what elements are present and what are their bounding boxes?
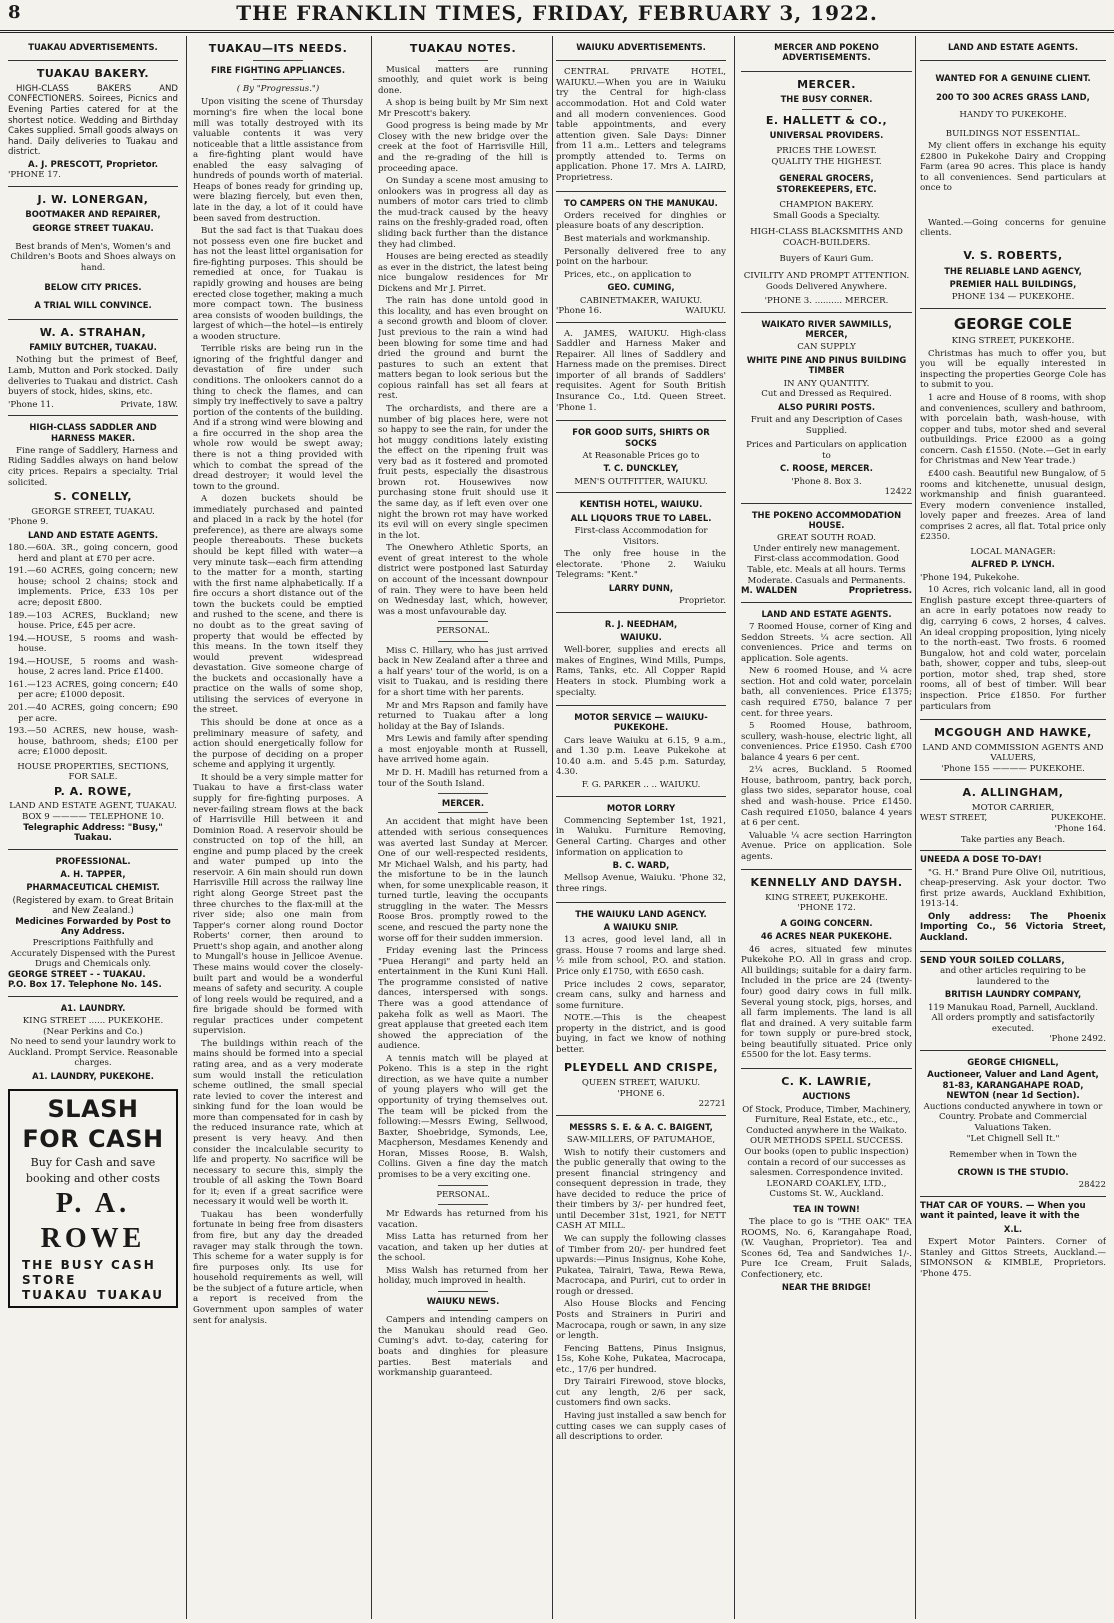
list-item: 191.—60 ACRES, going concern; new house; school 2 chains; stock and implements. Price, £33 10s per acre; deposit £800. <box>8 566 178 608</box>
ad-waiuku-land-agency: THE WAIUKU LAND AGENCY. A WAIUKU SNIP. 13 acres, good level land, all in grass. House 7 rooms and large shed. ½ mile from school, P.O. and station. Price only £1750, with £650 cash. Price includes 2 cows, separator, cream cans, sulky and harness and some furniture. NOTE.—This is the cheapest property in the district, and is good buying, in fact we know of nothing better. PLEYDELL AND CRISPE, QUEEN STREET, WAIUKU. 'PHONE 6. 22721 <box>556 903 726 1116</box>
ad-kennelly: KENNELLY AND DAYSH. KING STREET, PUKEKOHE. 'PHONE 172. A GOING CONCERN. 46 ACRES NEAR PUKEKOHE. 46 acres, situated few minutes Pukekohe P.O. All in grass and crop. All buildings; suitable for a dairy farm. Included in the price are 24 (twenty-four) good dairy cows in full milk. Several young stock, pigs, horses, and all farm implements. The land is all flat and drained. A very suitable farm for town supply or pure-bred stock, being beautifully situated. Price only £5500 for the lot. Easy terms. <box>741 870 912 1068</box>
list-item: 193.—50 ACRES, new house, wash-house, bathroom, sheds; £100 per acre; £1000 deposit. <box>8 726 178 758</box>
paragraph: The buildings within reach of the mains should be formed into a special rating area, and as a very moderate sum would install the reticulation scheme outlined, the small special rate levied to cover the interest and sinking fund for the loan would be more than compensated for in cash by the reduced insurance rate, which at present is very heavy. And then consider the incalculable security to life and property. No sacrifice will be necessary to secure this, simply the trouble of all asking the Town Board for it; even if a great sacrifice were necessary it would well be worth it. <box>193 1038 363 1208</box>
ad-roberts: WANTED FOR A GENUINE CLIENT. 200 TO 300 ACRES GRASS LAND, HANDY TO PUKEKOHE. BUILDINGS NOT ESSENTIAL. My client offers in exchange his equity £2800 in Pukekohe Dairy and Cropping Farm (area 90 acres. This place is handy to all conveniences. Send particulars at once to Wanted.—Going concerns for genuine clients. V. S. ROBERTS, THE RELIABLE LAND AGENCY, PREMIER HALL BUILDINGS, PHONE 134 — PUKEKOHE. <box>920 61 1106 308</box>
ad-pokeno-house: THE POKENO ACCOMMODATION HOUSE. GREAT SOUTH ROAD. Under entirely new management. First-class accommodation. Good Table, etc. Meals at all hours. Terms Moderate. Casuals and Permanents. M. WALDEN Proprietress. <box>741 504 912 603</box>
ad-xl-painters: THAT CAR OF YOURS. — When you want it painted, leave it with the X.L. Expert Motor Painters. Corner of Stanley and Gittos Streets, Auckland.—SIMONSON & KIMBLE, Proprietors. 'Phone 475. <box>920 1200 1106 1279</box>
ad-james: A. JAMES, WAIUKU. High-class Saddler and Harness Maker and Repairer. All lines of Saddlery and Harness made on the premises. Direct importer of all brands of Saddlers' requisites. Agent for South British Insurance Co., Ltd. Queen Street. 'Phone 1. <box>556 323 726 422</box>
page-number: 8 <box>8 2 21 23</box>
paragraph: Tuakau has been wonderfully fortunate in being free from disasters from fire, but any day the dreaded ravager may stalk through the town. This scheme for a water supply is for fire purposes only. Its use for household requirements as well, will be the subject of a future article, when a report is received from the Government upon samples of water sent for analysis. <box>193 1209 363 1326</box>
ad-sawmills: WAIKATO RIVER SAWMILLS, MERCER, CAN SUPPLY WHITE PINE AND PINUS BUILDING TIMBER IN ANY QUANTITY. Cut and Dressed as Required. ALSO PURIRI POSTS. Fruit and any Description of Cases Supplied. Prices and Particulars on application to C. ROOSE, MERCER. 'Phone 8. Box 3. 12422 <box>741 313 912 504</box>
column-tuakau-notes: TUAKAU NOTES. Musical matters are running smoothly, and quiet work is being done. A shop is being built by Mr Sim next Mr Prescott's bakery. Good progress is being made by Mr Closey with the new bridge over the creek at the foot of Harrisville Hill, and the re-grading of the hill is proceeding apace. On Sunday a scene most amusing to onlookers was in progress all day as numbers of motor cars tried to climb the mud-track caused by the heavy rains on the freshly-graded road, often sliding back further than the distance they had climbed. Houses are being erected as steadily as ever in the district, the latest being nice bungalow residences for Mr Dickens and Mr J. Pirret. The rain has done untold good in this locality, and has even brought on a second growth and bloom of clover. Just previous to the rain a wind had been blowing for some time and had dried the ground and burnt the pastures to such an extent that matters began to look serious but the copious rainfall has set all fears at rest. The orchardists, and there are a number of big places here, were not so happy to see the rain, for under the hot muggy conditions lately existing the effect on the ripening fruit was very bad as it fostered and promoted fruit pests, especially the disastrous brown rot. Housewives now purchasing stone fruit should use it the same day, as if left even over one night the brown rot may have worked its evil will on every single specimen in the lot. The Onewhero Athletic Sports, an event of great interest to the whole district were postponed last Saturday on account of the incessant downpour of rain. They were to have been held on Wednesday last, which, however, was a most unfavourable day. PERSONAL. Miss C. Hillary, who has just arrived back in New Zealand after a three and a half years' tour of the world, is on a visit to Tuakau, and is residing there for a short time with her parents. Mr and Mrs Rapson and family have returned to Tuakau after a long holiday at the Bay of Islands. Mrs Lewis and family after spending a most enjoyable month at Russell, have arrived home again. Mr D. H. Madill has returned from a tour of the South Island. MERCER. An accident that might have been attended with serious consequences was averted last Sunday at Mercer. One of our well-respected residents, Mr Michael Walsh, and his party, had the misfortune to be in the launch when, for some unexplicable reason, it turned turtle, leaving the occupants struggling in the water. The Messrs Roose Bros. promptly rowed to the scene, and rescued the party none the worse off for their sudden immersion. Friday evening last the Princess "Puea Herangi" and party held an entertainment in the Kuni Kuni Hall. The programme consisted of native dances, interspersed with songs. There was a good attendance of pakeha folk as well as Maori. The great applause that greeted each item showed the appreciation of the audience. A tennis match will be played at Pokeno. This is a step in the right direction, as we have quite a number of young players who will get the opportunity of trying themselves out. The team will be picked from the following:—Messrs Ewing, Sellwood, Baxter, Shoebridge, Symonds, Lee, Macpherson, Mesdames Kenendy and Horan, Misses Roose, B. Walsh, Collins. Given a fine day the match promises to be a very exciting one. PERSONAL. Mr Edwards has returned from his vacation. Miss Latta has returned from her vacation, and taken up her duties at the school. Miss Walsh has returned from her holiday, much improved in health. WAIUKU NEWS. Campers and intending campers on the Manukau should read Geo. Cuming's advt. to-day, catering for boats and dinghies for pleasure parties. Best materials and workmanship guaranteed. <box>378 42 548 1379</box>
paragraph: A dozen buckets should be immediately purchased and painted and placed in a rack by the hotel (for preference), as there are always some people thereabouts. These buckets should be kept filled with water—a very minute task—each firm attending to the matter for a month, starting with the first name alphabetically. If a fire occurs a short distance out of the town the buckets could be emptied and rushed to the scene, and there is no doubt as to the great saving of property that would be effected by this means. In the town itself they would prevent widespread devastation. Give someone charge of the buckets and occasionally have a practice on the walls of some shop, utilising the services of everyone in the street. <box>193 494 363 716</box>
ad-dunckley: FOR GOOD SUITS, SHIRTS OR SOCKS At Reasonable Prices go to T. C. DUNCKLEY, MEN'S OUTFITTER, WAIUKU. <box>556 421 726 493</box>
ad-mcgough: MCGOUGH AND HAWKE, LAND AND COMMISSION AGENTS AND VALUERS, 'Phone 155 ———— PUKEKOHE. <box>920 720 1106 780</box>
ad-british-laundry: SEND YOUR SOILED COLLARS, and other articles requiring to be laundered to the BRITISH LAUNDRY COMPANY, 119 Manukau Road, Parnell, Auckland. All orders promptly and satisfactorily executed. 'Phone 2492. <box>920 952 1106 1051</box>
column-tuakau-ads <box>8 36 178 1619</box>
article-title: TUAKAU—ITS NEEDS. <box>208 42 348 55</box>
column-waiuku-ads: WAIUKU ADVERTISEMENTS. CENTRAL PRIVATE HOTEL, WAIUKU.—When you are in Waiuku try the Central for high-class accommodation. Hot and Cold water and all modern conveniences. Good table appointments, and every attention given. Sale Days: Dinner from 11 a.m.. Letters and telegrams promptly attended to. Terms on application. Phone 17. Mrs A. LAIRD, Proprietress. TO CAMPERS ON THE MANUKAU. Orders received for dinghies or pleasure boats of any description. Best materials and workmanship. Personally delivered free to any point on the harbour. Prices, etc., on application to GEO. CUMING, CABINETMAKER, WAIUKU. 'Phone 16. WAIUKU. A. JAMES, WAIUKU. High-class Saddler and Harness Maker and Repairer. All lines of Saddlery and Harness made on the premises. Direct importer of all brands of Saddlers' requisites. Agent for South British Insurance Co., Ltd. Queen Street. 'Phone 1. FOR GOOD SUITS, SHIRTS OR SOCKS At Reasonable Prices go to T. C. DUNCKLEY, MEN'S OUTFITTER, WAIUKU. KENTISH HOTEL, WAIUKU. ALL LIQUORS TRUE TO LABEL. First-class Accommodation for Visitors. The only free house in the electorate. 'Phone 2. Waiuku Telegrams: "Kent." LARRY DUNN, Proprietor. R. J. NEEDHAM, WAIUKU. Well-borer, supplies and erects all makes of Engines, Wind Mills, Pumps, Rams, Tanks, etc. All Copper Rapid Heaters in stock. Plumbing work a specialty. MOTOR SERVICE — WAIUKU-PUKEKOHE. Cars leave Waiuku at 6.15, 9 a.m., and 1.30 p.m. Leave Pukekohe at 10.40 a.m. and 5.45 p.m. Saturday, 4.30. F. G. PARKER .. .. WAIUKU. MOTOR LORRY Commencing September 1st, 1921, in Waiuku. Furniture Removing, General Carting. Charges and other information on application to B. C. WARD, Mellsop Avenue, Waiuku. 'Phone 32, three rings. THE WAIUKU LAND AGENCY. A WAIUKU SNIP. 13 acres, good level land, all in grass. House 7 rooms and large shed. ½ mile from school, P.O. and station. Price only £1750, with £650 cash. Price includes 2 cows, separator, cream cans, sulky and harness and some furniture. NOTE.—This is the cheapest property in the district, and is good buying, in fact we know of nothing better. PLEYDELL AND CRISPE, QUEEN STREET, WAIUKU. 'PHONE 6. 22721 MESSRS S. E. & A. C. BAIGENT, SAW-MILLERS, OF PATUMAHOE, Wish to notify their customers and the public generally that owing to the present financial stringency and consequent depression in trade, they have decided to reduce the price of their timbers by 3/- per hundred feet, until December 31st, 1921, for NETT CASH AT MILL. We can supply the following classes of Timber from 20/- per hundred feet upwards:—Pinus Insignus, Kohe Kohe, Pukatea, Tairairi, Tawa, Rewa Rewa, Macrocapa, and Puriri, cut to order in rough or dressed. Also House Blocks and Fencing Posts and Strainers in Puriri and Macrocapa, rough or sawn, in any size or length. Fencing Battens, Pinus Insignus, 15s, Kohe Kohe, Pukatea, Macrocapa, etc., 17/6 per hundred. Dry Tairairi Firewood, stove blocks, cut any length, 2/6 per sack, customers find own sacks. Having just installed a saw bench for cutting cases we can supply cases of all descriptions to order. <box>556 36 726 1619</box>
paragraph: This should be done at once as a preliminary measure of safety, and action should energetically follow for the purpose of deciding on a proper scheme and applying it urgently. <box>193 718 363 771</box>
paragraph: Upon visiting the scene of Thursday morning's fire when the local bone mill was totally destroyed with its valuable contents it was very noticeable that a little assistance from a fire-fighting plant would have enabled the easy salvaging of hundreds of pounds worth of material. Heaps of bones ready for grinding up, were blazing fiercely, but even then, late in the day, a lot of it could have been saved from destruction. <box>193 97 363 224</box>
ad-a1-laundry: A1. LAUNDRY. KING STREET ...... PUKEKOHE. (Near Perkins and Co.) No need to send your laundry work to Auckland. Prompt Service. Reasonable charges. A1. LAUNDRY, PUKEKOHE. SLASH FOR CASH Buy for Cash and save booking and other costs P. A. ROWE THE BUSY CASH STORE TUAKAU TUAKAU <box>8 997 178 1314</box>
newspaper-title: THE FRANKLIN TIMES, FRIDAY, FEBRUARY 3, 1922. <box>236 1 878 25</box>
paragraph: But the sad fact is that Tuakau does not possess even one fire bucket and has not the least littel organisation for fire-fighting purposes. This should be remedied at once, for Tuakau is rapidly growing and houses are being erected close together, making a much more compact town. The business area consists of wooden buildings, the largest of which—the hotel—is entirely a wooden structure. <box>193 226 363 342</box>
ad-tapper: PROFESSIONAL. A. H. TAPPER, PHARMACEUTICAL CHEMIST. (Registered by exam. to Great Britain and New Zealand.) Medicines Forwarded by Post to Any Address. Prescriptions Faithfully and Accurately Dispensed with the Purest Drugs and Chemicals only. GEORGE STREET - - TUAKAU. P.O. Box 17. Telephone No. 14S. <box>8 850 178 997</box>
list-item: 180.—60A. 3R., going concern, good herd and plant at £70 per acre. <box>8 543 178 564</box>
ad-strahan: W. A. STRAHAN, FAMILY BUTCHER, TUAKAU. Nothing but the primest of Beef, Lamb, Mutton and Pork stocked. Daily deliveries to Tuakau and district. Cash buyers of stock, hides, skins, etc. 'Phone 11. Private, 18W. <box>8 320 178 417</box>
ad-central-hotel: CENTRAL PRIVATE HOTEL, WAIUKU.—When you are in Waiuku try the Central for high-class accommodation. Hot and Cold water and all modern conveniences. Good table appointments, and every attention given. Sale Days: Dinner from 11 a.m.. Letters and telegrams promptly attended to. Terms on application. Phone 17. Mrs A. LAIRD, Proprietress. <box>556 61 726 191</box>
ad-george-cole: GEORGE COLE KING STREET, PUKEKOHE. Christmas has much to offer you, but you will be equally interested in inspecting the properties George Cole has to submit to you. 1 acre and House of 8 rooms, with shop and conveniences, scullery and bathroom, with porcelain bath, wash-house, with copper and tubs, motor shed and several outbuildings. Price £2000 as a going concern. Cash £1550. (Note.—Get in early for Christmas and New Year trade.) £400 cash. Beautiful new Bungalow, of 5 rooms and kitchenette, unusual design, workmanship and finish guaranteed. Every modern convenience installed, lovely paper and freezes. Area of land comprises 2 acres, all flat. Total price only £2350. LOCAL MANAGER: ALFRED P. LYNCH. 'Phone 194, Pukekohe. 10 Acres, rich volcanic land, all in good English pasture except three-quarters of an acre in early potatoes now ready to dig, carrying 6 cows, 2 horses, 4 calves. An ideal cropping proposition, lying nicely to the north-east. Two frosts. 6 roomed Bungalow, hot and cold water, porcelain bath, shower, copper and tubs, sleep-out portion, motor shed, trap shed, store rooms, all of best of timber. Will bear inspection. Price £1850. For further particulars from <box>920 309 1106 720</box>
land-listings <box>8 543 178 758</box>
ad-uneeda: UNEEDA A DOSE TO-DAY! "G. H." Brand Pure Olive Oil, nutritious, cheap-preserving. Ask your doctor. Two first prize awards, Auckland Exhibition, 1913-14. Only address: The Phoenix Importing Co., 56 Victoria Street, Auckland. <box>920 851 1106 952</box>
section-title: TUAKAU ADVERTISEMENTS. <box>28 42 158 52</box>
paragraph: It should be a very simple matter for Tuakau to have a first-class water supply for fire-fighting purposes. A never-failing stream flows at the back of Harrisville Hill between it and Dominion Road. A reservoir should be constructed on top of the hill, an engine and pump placed by the creek and water pumped up into the reservoir. A 6in main should run down Harrisville Hill across the railway line right along George Street past the three churches to the flax-mill at the river side; also one main from Tapper's corner along round Doctor Roberts' corner, then around to Pruett's shop again, and another along to Mungall's house in Jellicoe Avenue. These mains would cover the closely-built part and would be a wonderful means of safety and security. A couple of long reels would be required, and a fire brigade should be formed with regular practices under competent supervision. <box>193 772 363 1037</box>
slash-for-cash-ad: SLASH FOR CASH Buy for Cash and save booking and other costs P. A. ROWE THE BUSY CASH STORE TUAKAU TUAKAU <box>8 1089 178 1308</box>
list-item: 194.—HOUSE, 5 rooms and wash-house. <box>8 633 178 655</box>
ad-chignell: GEORGE CHIGNELL, Auctioneer, Valuer and Land Agent, 81-83, KARANGAHAPE ROAD, NEWTON (near 1d Section). Auctions conducted anywhere in town or Country. Probate and Commercial Valuations Taken. "Let Chignell Sell It." Remember when in Town the CROWN IS THE STUDIO. 28422 <box>920 1051 1106 1197</box>
ad-lawrie: C. K. LAWRIE, AUCTIONS Of Stock, Produce, Timber, Machinery, Furniture, Real Estate, etc., etc., Conducted anywhere in the Waikato. OUR METHODS SPELL SUCCESS. Our books (open to public inspection) contain a record of our successes as salesmen. Correspondence invited. LEONARD COAKLEY, LTD., Customs St. W., Auckland. TEA IN TOWN! The place to go is "THE OAK" TEA ROOMS, No. 6, Karangahape Road, (W. Vaughan, Proprietor). Tea and Scones 6d, Tea and Sandwiches 1/-. Pure Ice Cream, Fruit Salads, Confectionery, etc. NEAR THE BRIDGE! <box>741 1074 912 1293</box>
ad-conelly: HIGH-CLASS SADDLER AND HARNESS MAKER. Fine range of Saddlery, Harness and Riding Saddles always on hand below city prices. Repairs a specialty. Trial solicited. S. CONELLY, GEORGE STREET, TUAKAU. 'Phone 9. LAND AND ESTATE AGENTS. 180.—60A. 3R., going concern, good herd and plant at £70 per acre. 191.—60 ACRES, going concern; new house; school 2 chains; stock and implements. Price, £33 10s per acre; deposit £800. 189.—103 ACRES, Buckland; new house. Price, £45 per acre. 194.—HOUSE, 5 rooms and wash-house. 194.—HOUSE, 5 rooms and wash-house, 2 acres land. Price £1400. 161.—123 ACRES, going concern; £40 per acre; £1000 deposit. 201.—40 ACRES, going concern; £90 per acre. 193.—50 ACRES, new house, wash-house, bathroom, sheds; £100 per acre; £1000 deposit. HOUSE PROPERTIES, SECTIONS, FOR SALE. P. A. ROWE, LAND AND ESTATE AGENT, TUAKAU. BOX 9 ———— TELEPHONE 10. Telegraphic Address: "Busy," Tuakau. <box>8 416 178 849</box>
column-tuakau-needs: TUAKAU—ITS NEEDS. FIRE FIGHTING APPLIANCES. ( By "Progressus.") Upon visiting the scene of Thursday morning's fire when the local bone mill was totally destroyed with its valuable contents it was very noticeable that a little assistance from a fire-fighting plant would have enabled the easy salvaging of hundreds of pounds worth of material. Heaps of bones ready for grinding up, were blazing fiercely, but even then, late in the day, a lot of it could have been saved from destruction. But the sad fact is that Tuakau does not possess even one fire bucket and has not the least littel organisation for fire-fighting purposes. This should be remedied at once, for Tuakau is rapidly growing and houses are being erected close together, making a much more compact town. The business area consists of wooden buildings, the largest of which—the hotel—is entirely a wooden structure. Terrible risks are being run in the ignoring of the frightful danger and devastation of fire under such conditions. The onlookers cannot do a thing to check the flames, and can simply try ineffectively to save a paltry portion of the contents of the building. And if a strong wind were blowing and a fire occurred in the shop area the whole row would be swept away; there is not a thing provided with which to combat the spread of the dread destroyer; it would level the town to the ground. A dozen buckets should be immediately purchased and painted and placed in a rack by the hotel (for preference), as there are always some people thereabouts. These buckets should be kept filled with water—a very minute task—each firm attending to the matter for a month, starting with the first name alphabetically. If a fire occurs a short distance out of the town the buckets could be emptied and rushed to the scene, and there is no doubt as to the great saving of property that would be effected by this means. In the town itself they would prevent widespread devastation. Give someone charge of the buckets and occasionally have a practice on the walls of some shop, utilising the services of everyone in the street. This should be done at once as a preliminary measure of safety, and action should energetically follow for the purpose of deciding on a proper scheme and applying it urgently. It should be a very simple matter for Tuakau to have a first-class water supply for fire-fighting purposes. A never-failing stream flows at the back of Harrisville Hill between it and Dominion Road. A reservoir should be constructed on top of the hill, an engine and pump placed by the creek and water pumped up into the reservoir. A 6in main should run down Harrisville Hill across the railway line right along George Street past the three churches to the flax-mill at the river side; also one main from Tapper's corner along round Doctor Roberts' corner, then around to Pruett's shop again, and another along to Mungall's house in Jellicoe Avenue. These mains would cover the closely-built part and would be a wonderful means of safety and security. A couple of long reels would be required, and a fire brigade should be formed with regular practices under competent supervision. The buildings within reach of the mains should be formed into a special rating area, and as a very moderate sum would install the reticulation scheme outlined, the small special rate levied to cover the interest and sinking fund for the loan would be more than compensated for in cash by the reduced insurance rate, which at present is very heavy. And then consider the incalculable security to life and property. No sacrifice will be necessary to secure this, simply the trouble of all asking the Town Board for it; even if a great sacrifice were necessary it would well be worth it. Tuakau has been wonderfully fortunate in being free from disasters from fire, but any day the dreaded ravager may stalk through the town. This scheme for a water supply is for fire purposes only. Its use for household requirements as well, will be the subject of a future article, when a report is received from the Government upon samples of water sent for analysis. <box>193 42 363 1326</box>
paragraph: Terrible risks are being run in the ignoring of the frightful danger and devastation of fire under such conditions. The onlookers cannot do a thing to check the flames, and can simply try ineffectively to save a paltry portion of the contents of the building. And if a strong wind were blowing and a fire occurred in the shop area the whole row would be swept away; there is not a thing provided with which to combat the spread of the dread destroyer; it would level the town to the ground. <box>193 344 363 492</box>
ad-cuming: TO CAMPERS ON THE MANUKAU. Orders received for dinghies or pleasure boats of any description. Best materials and workmanship. Personally delivered free to any point on the harbour. Prices, etc., on application to GEO. CUMING, CABINETMAKER, WAIUKU. 'Phone 16. WAIUKU. <box>556 192 726 323</box>
ad-land-agents: LAND AND ESTATE AGENTS. 7 Roomed House, corner of King and Seddon Streets. ¼ acre section. All conveniences. Price and terms on application. Sole agents. New 6 roomed House, and ¼ acre section. Hot and cold water, porcelain bath, all conveniences. Price £1375; cash required £750, balance 7 per cent. for three years. 5 Roomed House, bathroom, scullery, wash-house, electric light, all conveniences. Price £1950. Cash £700 balance 4 years 6 per cent. 2¼ acres, Buckland. 5 Roomed House, bathroom, pantry, back porch, glass two sides, separator house, coal shed and wash-house. Price £1450. Cash required £1050, balance 4 years at 6 per cent. Valuable ¼ acre section Harrington Avenue. Price on application. Sole agents. <box>741 603 912 871</box>
list-item: 189.—103 ACRES, Buckland; new house. Price, £45 per acre. <box>8 610 178 632</box>
ad-needham: R. J. NEEDHAM, WAIUKU. Well-borer, supplies and erects all makes of Engines, Wind Mills, Pumps, Rams, Tanks, etc. All Copper Rapid Heaters in stock. Plumbing work a specialty. <box>556 613 726 706</box>
ad-baigent: MESSRS S. E. & A. C. BAIGENT, SAW-MILLERS, OF PATUMAHOE, Wish to notify their customers and the public generally that owing to the present financial stringency and consequent depression in trade, they have decided to reduce the price of their timbers by 3/- per hundred feet, until December 31st, 1921, for NETT CASH AT MILL. We can supply the following classes of Timber from 20/- per hundred feet upwards:—Pinus Insignus, Kohe Kohe, Pukatea, Tairairi, Tawa, Rewa Rewa, Macrocapa, and Puriri, cut to order in rough or dressed. Also House Blocks and Fencing Posts and Strainers in Puriri and Macrocapa, rough or sawn, in any size or length. Fencing Battens, Pinus Insignus, 15s, Kohe Kohe, Pukatea, Macrocapa, etc., 17/6 per hundred. Dry Tairairi Firewood, stove blocks, cut any length, 2/6 per sack, customers find own sacks. Having just installed a saw bench for cutting cases we can supply cases of all descriptions to order. <box>556 1121 726 1443</box>
column-land-agents: LAND AND ESTATE AGENTS. WANTED FOR A GENUINE CLIENT. 200 TO 300 ACRES GRASS LAND, HANDY TO PUKEKOHE. BUILDINGS NOT ESSENTIAL. My client offers in exchange his equity £2800 in Pukekohe Dairy and Cropping Farm (area 90 acres. This place is handy to all conveniences. Send particulars at once to Wanted.—Going concerns for genuine clients. V. S. ROBERTS, THE RELIABLE LAND AGENCY, PREMIER HALL BUILDINGS, PHONE 134 — PUKEKOHE. GEORGE COLE KING STREET, PUKEKOHE. Christmas has much to offer you, but you will be equally interested in inspecting the properties George Cole has to submit to you. 1 acre and House of 8 rooms, with shop and conveniences, scullery and bathroom, with porcelain bath, wash-house, with copper and tubs, motor shed and several outbuildings. Price £2000 as a going concern. Cash £1550. (Note.—Get in early for Christmas and New Year trade.) £400 cash. Beautiful new Bungalow, of 5 rooms and kitchenette, unusual design, workmanship and finish guaranteed. Every modern convenience installed, lovely paper and freezes. Area of land comprises 2 acres, all flat. Total price only £2350. LOCAL MANAGER: ALFRED P. LYNCH. 'Phone 194, Pukekohe. 10 Acres, rich volcanic land, all in good English pasture except three-quarters of an acre in early potatoes now ready to dig, carrying 6 cows, 2 horses, 4 calves. An ideal cropping proposition, lying nicely to the north-east. Two frosts. 6 roomed Bungalow, hot and cold water, porcelain bath, shower, copper and tubs, sleep-out portion, motor shed, trap shed, store rooms, all of best of timber. Will bear inspection. Price £1850. For further particulars from MCGOUGH AND HAWKE, LAND AND COMMISSION AGENTS AND VALUERS, 'Phone 155 ———— PUKEKOHE. A. ALLINGHAM, MOTOR CARRIER, WEST STREET, PUKEKOHE. 'Phone 164. Take parties any Beach. UNEEDA A DOSE TO-DAY! "G. H." Brand Pure Olive Oil, nutritious, cheap-preserving. Ask your doctor. Two first prize awards, Auckland Exhibition, 1913-14. Only address: The Phoenix Importing Co., 56 Victoria Street, Auckland. SEND YOUR SOILED COLLARS, and other articles requiring to be laundered to the BRITISH LAUNDRY COMPANY, 119 Manukau Road, Parnell, Auckland. All orders promptly and satisfactorily executed. 'Phone 2492. GEORGE CHIGNELL, Auctioneer, Valuer and Land Agent, 81-83, KARANGAHAPE ROAD, NEWTON (near 1d Section). Auctions conducted anywhere in town or Country. Probate and Commercial Valuations Taken. "Let Chignell Sell It." Remember when in Town the CROWN IS THE STUDIO. 28422 THAT CAR OF YOURS. — When you want it painted, leave it with the X.L. Expert Motor Painters. Corner of Stanley and Gittos Streets, Auckland.—SIMONSON & KIMBLE, Proprietors. 'Phone 475. <box>920 36 1106 1619</box>
list-item: 161.—123 ACRES, going concern; £40 per acre; £1000 deposit. <box>8 679 178 701</box>
ad-lonergan: J. W. LONERGAN, BOOTMAKER AND REPAIRER, GEORGE STREET TUAKAU. Best brands of Men's, Women's and Children's Boots and Shoes always on hand. BELOW CITY PRICES. A TRIAL WILL CONVINCE. <box>8 187 178 320</box>
list-item: 194.—HOUSE, 5 rooms and wash-house, 2 acres land. Price £1400. <box>8 656 178 678</box>
column-mercer-pokeno-ads: MERCER AND POKENO ADVERTISEMENTS. MERCER. THE BUSY CORNER. E. HALLETT & CO., UNIVERSAL PROVIDERS. PRICES THE LOWEST. QUALITY THE HIGHEST. GENERAL GROCERS, STOREKEEPERS, ETC. CHAMPION BAKERY. Small Goods a Specialty. HIGH-CLASS BLACKSMITHS AND COACH-BUILDERS. Buyers of Kauri Gum. CIVILITY AND PROMPT ATTENTION. Goods Delivered Anywhere. 'PHONE 3. .......... MERCER. WAIKATO RIVER SAWMILLS, MERCER, CAN SUPPLY WHITE PINE AND PINUS BUILDING TIMBER IN ANY QUANTITY. Cut and Dressed as Required. ALSO PURIRI POSTS. Fruit and any Description of Cases Supplied. Prices and Particulars on application to C. ROOSE, MERCER. 'Phone 8. Box 3. 12422 THE POKENO ACCOMMODATION HOUSE. GREAT SOUTH ROAD. Under entirely new management. First-class accommodation. Good Table, etc. Meals at all hours. Terms Moderate. Casuals and Permanents. M. WALDEN Proprietress. LAND AND ESTATE AGENTS. 7 Roomed House, corner of King and Seddon Streets. ¼ acre section. All conveniences. Price and terms on application. Sole agents. New 6 roomed House, and ¼ acre section. Hot and cold water, porcelain bath, all conveniences. Price £1375; cash required £750, balance 7 per cent. for three years. 5 Roomed House, bathroom, scullery, wash-house, electric light, all conveniences. Price £1950. Cash £700 balance 4 years 6 per cent. 2¼ acres, Buckland. 5 Roomed House, bathroom, pantry, back porch, glass two sides, separator house, coal shed and wash-house. Price £1450. Cash required £1050, balance 4 years at 6 per cent. Valuable ¼ acre section Harrington Avenue. Price on application. Sole agents. KENNELLY AND DAYSH. KING STREET, PUKEKOHE. 'PHONE 172. A GOING CONCERN. 46 ACRES NEAR PUKEKOHE. 46 acres, situated few minutes Pukekohe P.O. All in grass and crop. All buildings; suitable for a dairy farm. Included in the price are 24 (twenty-four) good dairy cows in full milk. Several young stock, pigs, horses, and all farm implements. The land is all flat and drained. A very suitable farm for town supply or pure-bred stock, being beautifully situated. Price only £5500 for the lot. Easy terms. C. K. LAWRIE, AUCTIONS Of Stock, Produce, Timber, Machinery, Furniture, Real Estate, etc., etc., Conducted anywhere in the Waikato. OUR METHODS SPELL SUCCESS. Our books (open to public inspection) contain a record of our successes as salesmen. Correspondence invited. LEONARD COAKLEY, LTD., Customs St. W., Auckland. TEA IN TOWN! The place to go is "THE OAK" TEA ROOMS, No. 6, Karangahape Road, (W. Vaughan, Proprietor). Tea and Scones 6d, Tea and Sandwiches 1/-. Pure Ice Cream, Fruit Salads, Confectionery, etc. NEAR THE BRIDGE! <box>741 36 912 1619</box>
masthead <box>0 0 1114 33</box>
ad-tuakau-bakery: TUAKAU BAKERY. HIGH-CLASS BAKERS AND CONFECTIONERS. Soirees, Picnics and Evening Parties catered for at the shortest notice. Wedding and Birthday Cakes supplied. Small goods always on hand. Daily deliveries to Tuakau and district. A. J. PRESCOTT, Proprietor. 'PHONE 17. <box>8 61 178 187</box>
ad-allingham: A. ALLINGHAM, MOTOR CARRIER, WEST STREET, PUKEKOHE. 'Phone 164. Take parties any Beach. <box>920 780 1106 851</box>
ad-hallett: MERCER. THE BUSY CORNER. E. HALLETT & CO., UNIVERSAL PROVIDERS. PRICES THE LOWEST. QUALITY THE HIGHEST. GENERAL GROCERS, STOREKEEPERS, ETC. CHAMPION BAKERY. Small Goods a Specialty. HIGH-CLASS BLACKSMITHS AND COACH-BUILDERS. Buyers of Kauri Gum. CIVILITY AND PROMPT ATTENTION. Goods Delivered Anywhere. 'PHONE 3. .......... MERCER. <box>741 72 912 313</box>
list-item: 201.—40 ACRES, going concern; £90 per acre. <box>8 703 178 724</box>
ad-motor-service: MOTOR SERVICE — WAIUKU-PUKEKOHE. Cars leave Waiuku at 6.15, 9 a.m., and 1.30 p.m. Leave Pukekohe at 10.40 a.m. and 5.45 p.m. Saturday, 4.30. F. G. PARKER .. .. WAIUKU. <box>556 706 726 796</box>
ad-kentish-hotel: KENTISH HOTEL, WAIUKU. ALL LIQUORS TRUE TO LABEL. First-class Accommodation for Visitors. The only free house in the electorate. 'Phone 2. Waiuku Telegrams: "Kent." LARRY DUNN, Proprietor. <box>556 493 726 612</box>
ad-motor-lorry: MOTOR LORRY Commencing September 1st, 1921, in Waiuku. Furniture Removing, General Carting. Charges and other information on application to B. C. WARD, Mellsop Avenue, Waiuku. 'Phone 32, three rings. <box>556 797 726 903</box>
